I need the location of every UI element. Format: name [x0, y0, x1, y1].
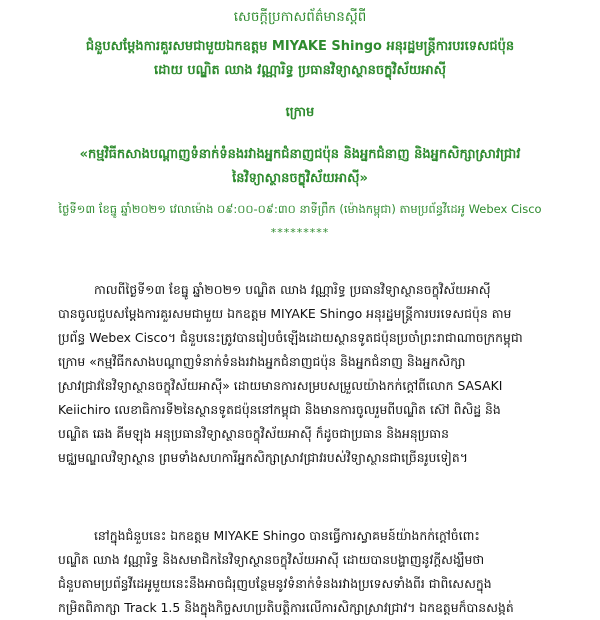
paragraph-2-line: បណ្ឌិត ឈាង វណ្ណារិទ្ធ និងសមាជិកនៃវិទ្យាស្ថានចក្ខុវិស័យអាស៊ី ដោយបានបង្ហាញនូវក្តីសង្ឃឹមថា [58, 552, 485, 567]
paragraph-1-line: កាលពីថ្ងៃទី១៣ ខែធ្នូ ឆ្នាំ២០២១ បណ្ឌិត ឈាង វណ្ណារិទ្ធ ប្រធានវិទ្យាស្ថានចក្ខុវិស័យអាស៊ី [94, 282, 491, 297]
paragraph-1-line: ប្រព័ន្ធ Webex Cisco។ ជំនួបនេះត្រូវបានរៀបចំឡើងដោយស្ថានទូតជប៉ុនប្រចាំព្រះរាជាណាចក្រកម្ពុជា [58, 330, 523, 345]
document-subtitle-line2: ដោយ បណ្ឌិត ឈាង វណ្ណារិទ្ធ ប្រធានវិទ្យាស្ថានចក្ខុវិស័យអាស៊ី [154, 63, 446, 78]
paragraph-1-line: បណ្ឌិត ឆេង គីមឡុង អនុប្រធានវិទ្យាស្ថានចក្ខុវិស័យអាស៊ី ក៏ដូចជាប្រធាន និងអនុប្រធាន [58, 426, 449, 441]
paragraph-1-line: មជ្ឈមណ្ឌលវិទ្យាស្ថាន ព្រមទាំងសហការីអ្នកសិក្សាស្រាវជ្រាវរបស់វិទ្យាស្ថានជាច្រើនរូបទៀត។ [58, 450, 468, 465]
paragraph-2 [58, 524, 542, 620]
program-title-line1: «កម្មវិធីកសាងបណ្តាញទំនាក់ទំនងរវាងអ្នកជំនាញជប៉ុន និងអ្នកជំនាញ និងអ្នកសិក្សាស្រាវជ្រាវ [79, 147, 521, 162]
paragraph-1-line: ស្រាវជ្រាវនៃវិទ្យាស្ថានចក្ខុវិស័យអាស៊ី» ដោយមានការសម្របសម្រួលយ៉ាងកក់ក្តៅពីលោក SASAKI [58, 378, 503, 393]
paragraph-1-line: បានចូលជួបសម្តែងការគួរសមជាមួយ ឯកឧត្តម MIYAKE Shingo អនុរដ្ឋមន្ត្រីការបរទេសជប៉ុន តាម [58, 306, 512, 321]
document-title: សេចក្តីប្រកាសព័ត៌មានស្តីពី [233, 9, 367, 25]
document-subtitle-line1: ជំនួបសម្តែងការគួរសមជាមួយឯកឧត្តម MIYAKE Shingo អនុរដ្ឋមន្ត្រីការបរទេសជប៉ុន [85, 39, 515, 54]
paragraph-1-line: Keiichiro លេខាធិការទី២នៃស្ថានទូតជប៉ុននៅកម្ពុជា និងមានការចូលរួមពីបណ្ឌិត ស៊ៅ ពិសិដ្ឋ និង [58, 402, 501, 417]
separator-stars: ********* [270, 226, 330, 239]
paragraph-2-line: កម្រិតពិភាក្សា Track 1.5 និងក្នុងកិច្ចសហប្រតិបត្តិការលើការសិក្សាស្រាវជ្រាវ។ ឯកឧត្តមក៏បានសង្កត់ [58, 600, 514, 615]
paragraph-1-line: ក្រោម «កម្មវិធីកសាងបណ្តាញទំនាក់ទំនងរវាងអ្នកជំនាញជប៉ុន និងអ្នកជំនាញ និងអ្នកសិក្សា [58, 354, 466, 369]
paragraph-2-line: ជំនួបតាមប្រព័ន្ធវីដេអូមួយនេះនឹងអាចជំរុញបន្ថែមនូវទំនាក់ទំនងរវាងប្រទេសទាំងពីរ ជាពិសេសក្នុង [58, 576, 492, 591]
event-date-line: ថ្ងៃទី១៣ ខែធ្នូ ឆ្នាំ២០២១ វេលាម៉ោង ០៩:០០-០៩:៣០ នាទីព្រឹក (ម៉ោងកម្ពុជា) តាមប្រព័ន្ធវីដេអូ Webex Cisco [58, 202, 542, 216]
under-label: ក្រោម [285, 105, 315, 120]
paragraph-1 [58, 278, 542, 470]
program-title-line2: នៃវិទ្យាស្ថានចក្ខុវិស័យអាស៊ី» [232, 171, 368, 186]
paragraph-2-line: នៅក្នុងជំនួបនេះ ឯកឧត្តម MIYAKE Shingo បានធ្វើការស្វាគមន៍យ៉ាងកក់ក្តៅចំពោះ [94, 528, 480, 543]
